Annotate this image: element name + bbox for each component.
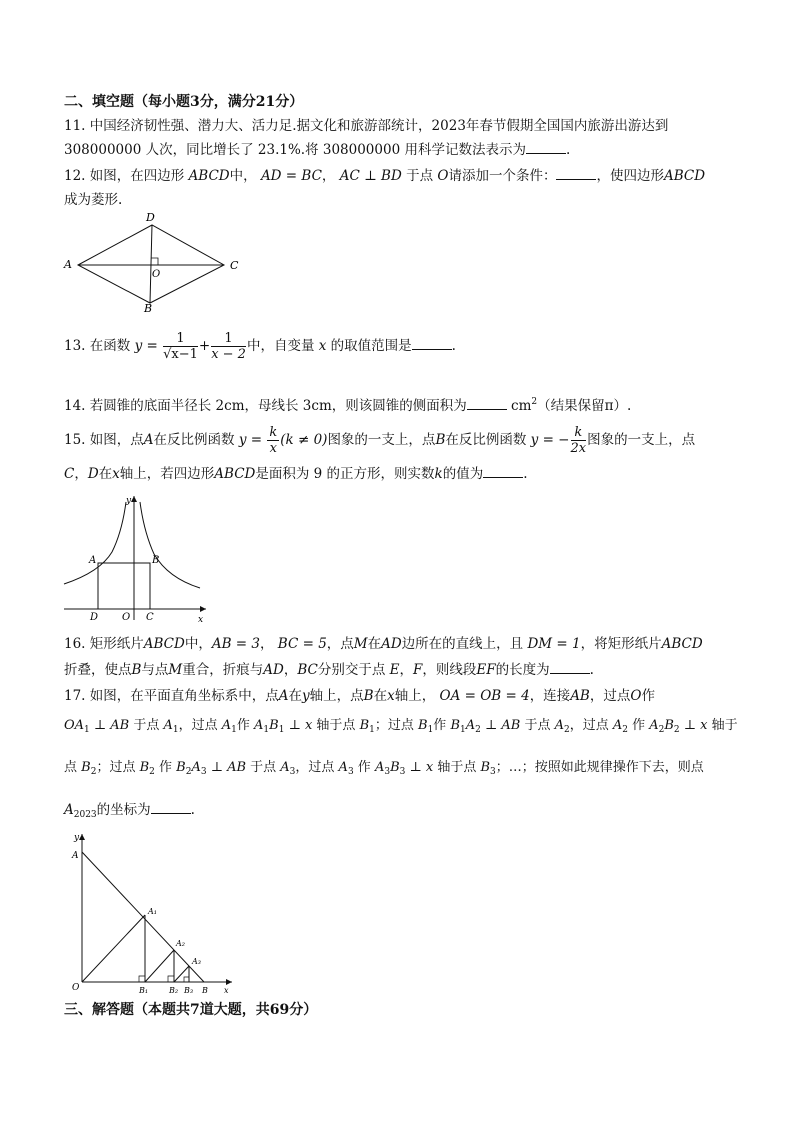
fig17-label-a: A xyxy=(72,851,79,861)
q15-fn2: y = − xyxy=(530,432,570,448)
q17-eq: OA = OB = 4 xyxy=(439,688,530,704)
q15-k: k xyxy=(434,466,443,482)
q12-quad: ABCD xyxy=(188,168,230,184)
q13-num2: 1 xyxy=(211,331,246,347)
fig17-label-a2: A₂ xyxy=(176,939,185,948)
q17-t5: 轴上， xyxy=(394,688,436,704)
q12-rhombus-figure xyxy=(60,210,250,315)
q13-answer-blank xyxy=(412,337,452,350)
fig17-label-x: x xyxy=(224,986,229,995)
right-angle-b3 xyxy=(184,977,189,982)
y-axis-arrow xyxy=(131,496,137,502)
q16-line1: 16. 矩形纸片ABCD中，AB = 3， BC = 5，点M在AD边所在的直线上，且 DM = 1，将矩形纸片ABCD xyxy=(64,636,703,652)
q15-l2e: 的值为 xyxy=(442,466,484,482)
q13-end: . xyxy=(451,338,456,354)
q15-quad: ABCD xyxy=(214,466,256,482)
q13-plus: + xyxy=(198,338,211,354)
right-branch-curve xyxy=(140,502,200,588)
q17-t7: ，过点 xyxy=(589,688,631,704)
q17-line2: $OA_1$ ⊥ AB 于点 $A_1$，过点 $A_1$作 $A_1B_1$ ⊥ x 轴于点 $B_1$；过点 $B_1$作 $B_1A_2$ ⊥ AB 于点 $A_2$，过点 $A_2$ 作 $A_2B_2$ ⊥ x 轴于 xyxy=(64,718,738,735)
q16-answer-blank xyxy=(550,661,590,674)
q16-t4: 在 xyxy=(367,636,382,652)
q16-t8: 与点 xyxy=(141,662,169,678)
q17-t1: 17. 如图，在平面直角坐标系中，点 xyxy=(64,688,279,704)
q12-t6: ，使四边形 xyxy=(596,168,664,184)
q15-frac1 xyxy=(267,425,279,456)
q16-line2: 折叠，使点B与点M重合，折痕与AD，BC分别交于点 E，F，则线段EF的长度为 . xyxy=(64,662,594,678)
diagonal-bd xyxy=(150,225,152,303)
q12-answer-blank xyxy=(556,167,596,180)
q15-l2b: 在 xyxy=(98,466,113,482)
q14-answer-blank xyxy=(467,397,507,410)
q13-var: x xyxy=(318,338,327,354)
q17-line1: 17. 如图，在平面直角坐标系中，点A在y轴上，点B在x轴上， OA = OB = 4，连接AB，过点O作 xyxy=(64,688,655,704)
q16-t12: 的长度为 xyxy=(495,662,550,678)
q15-axis: x xyxy=(112,466,120,482)
q16-ab: AB = 3 xyxy=(211,636,260,652)
q13-num1: 1 xyxy=(163,331,198,347)
q13-frac2 xyxy=(211,331,246,362)
square-abcd xyxy=(98,563,150,609)
q12-t5: 请添加一个条件： xyxy=(448,168,557,184)
section3-title: 三、解答题（本题共7道大题，共69分） xyxy=(64,1002,318,1018)
q15-pt-a: A xyxy=(143,432,154,448)
q17-triangle-figure xyxy=(66,830,236,995)
q12-line2: 成为菱形. xyxy=(64,192,123,208)
q16-t9: 重合，折痕与 xyxy=(182,662,264,678)
q15-l2f: . xyxy=(523,466,528,482)
fig17-label-a3: A₃ xyxy=(192,957,201,966)
q13-t1: 13. 在函数 xyxy=(64,338,131,354)
q12-t4: 于点 xyxy=(406,168,434,184)
q13-line xyxy=(64,326,456,366)
q17-t8: 作 xyxy=(641,688,655,704)
q15-answer-blank xyxy=(483,465,523,478)
q17-answer-blank xyxy=(151,801,191,814)
q15-t2: 在反比例函数 xyxy=(153,432,235,448)
label-b: B xyxy=(144,302,153,315)
q12-t2: 中， xyxy=(229,168,257,184)
fig17-label-b3: B₃ xyxy=(184,986,194,995)
q12-t1: 12. 如图，在四边形 xyxy=(64,168,185,184)
fig15-label-y: y xyxy=(126,496,132,506)
q17-t9: 的坐标为 xyxy=(96,802,151,818)
q16-quad: ABCD xyxy=(143,636,185,652)
q13-den2: x − 2 xyxy=(211,347,246,362)
q15-t3: 图象的一支上，点 xyxy=(327,432,436,448)
x-axis-arrow xyxy=(226,979,232,985)
q15-pt-c: C xyxy=(64,466,75,482)
q16-t5: 边所在的直线上，且 xyxy=(401,636,524,652)
q15-t4: 在反比例函数 xyxy=(445,432,527,448)
label-a: A xyxy=(64,258,72,271)
q16-t11: ，则线段 xyxy=(422,662,477,678)
q13-t2: 中，自变量 xyxy=(246,338,315,354)
right-angle-b1 xyxy=(139,976,145,982)
q15-hyperbola-figure xyxy=(60,492,210,624)
q13-frac1 xyxy=(163,331,198,362)
segment-oa1 xyxy=(82,915,145,982)
q16-t3: ，点 xyxy=(326,636,354,652)
q15-cond: (k ≠ 0) xyxy=(280,432,328,448)
q14-line xyxy=(64,392,631,416)
q14-t2: （结果保留π）. xyxy=(537,398,632,414)
q16-t6: ，将矩形纸片 xyxy=(580,636,662,652)
q17-end: . xyxy=(190,802,195,818)
q16-t2: 中， xyxy=(184,636,212,652)
q16-quad2: ABCD xyxy=(661,636,703,652)
q14-unit: cm xyxy=(511,398,532,414)
q16-t7: 折叠，使点 xyxy=(64,662,132,678)
q12-eq2: AC ⊥ BD xyxy=(339,168,402,184)
segment-b1a2 xyxy=(145,950,174,982)
q15-pt-d: D xyxy=(87,466,99,482)
q17-t3: 轴上，点 xyxy=(309,688,364,704)
q15-line1 xyxy=(64,420,695,460)
q17-line4: $A_{2023}$的坐标为 . xyxy=(64,802,195,820)
q15-t1: 15. 如图，点 xyxy=(64,432,144,448)
q15-num2: k xyxy=(571,425,587,441)
q13-fn: y = xyxy=(134,338,158,354)
q17-t6: ，连接 xyxy=(529,688,571,704)
q13-t3: 的取值范围是 xyxy=(330,338,412,354)
q11-line1: 11. 中国经济韧性强、潜力大、活力足.据文化和旅游部统计，2023年春节假期全国国内旅游出游达到 xyxy=(64,118,669,134)
q11-answer-blank xyxy=(526,141,566,154)
fig17-label-y: y xyxy=(74,833,80,843)
q15-t5: 图象的一支上，点 xyxy=(587,432,696,448)
q17-t2: 在 xyxy=(288,688,303,704)
q12-quad2: ABCD xyxy=(663,168,706,184)
fig17-label-b2: B₂ xyxy=(169,986,179,995)
segment-b2a3 xyxy=(174,966,189,982)
fig15-label-d: D xyxy=(90,612,99,623)
label-d: D xyxy=(146,211,155,224)
fig15-label-c: C xyxy=(146,612,154,623)
fig15-label-x: x xyxy=(198,615,204,624)
q12-pt: O xyxy=(437,168,449,184)
section2-title: 二、填空题（每小题3分，满分21分） xyxy=(64,94,304,110)
q15-l2d: 是面积为 9 的正方形，则实数 xyxy=(255,466,435,482)
q14-t1: 14. 若圆锥的底面半径长 2cm，母线长 3cm，则该圆锥的侧面积为 xyxy=(64,398,467,414)
fig17-label-b1: B₁ xyxy=(139,986,149,995)
fig15-label-b: B xyxy=(152,555,160,566)
q17-line3: 点 $B_2$；过点 $B_2$ 作 $B_2A_3$ ⊥ AB 于点 $A_3$，过点 $A_3$ 作 $A_3B_3$ ⊥ x 轴于点 $B_3$；…；按照如此规律操作下去，则点 xyxy=(64,760,704,777)
q15-l2a: ， xyxy=(74,466,88,482)
q14-exp: 2 xyxy=(531,397,538,407)
right-angle-b2 xyxy=(168,976,174,982)
x-axis-arrow xyxy=(200,606,206,612)
label-c: C xyxy=(230,259,239,272)
q13-den1: √x−1 xyxy=(163,347,198,362)
q12-eq1: AD = BC xyxy=(260,168,322,184)
left-branch-curve xyxy=(64,502,126,584)
q15-num1: k xyxy=(269,425,278,440)
fig17-label-b: B xyxy=(202,986,208,995)
q16-end: . xyxy=(589,662,594,678)
fig17-label-o: O xyxy=(72,983,80,993)
q16-bc: BC = 5 xyxy=(277,636,327,652)
fig15-label-a: A xyxy=(89,555,97,566)
right-angle-mark xyxy=(151,258,158,265)
q16-t1: 16. 矩形纸片 xyxy=(64,636,144,652)
q15-frac2 xyxy=(571,425,587,456)
q16-t10: 分别交于点 xyxy=(317,662,386,678)
q15-den1: x xyxy=(269,441,277,456)
q15-pt-b: B xyxy=(435,432,446,448)
fig15-label-o: O xyxy=(122,612,131,623)
q16-dm: DM = 1 xyxy=(527,636,581,652)
q15-fn1: y = xyxy=(238,432,263,448)
q12-line1 xyxy=(64,166,705,186)
q15-line2 xyxy=(64,464,528,484)
q17-t4: 在 xyxy=(373,688,388,704)
q11-text: 308000000 人次，同比增长了 23.1%.将 308000000 用科学记数法表示为 xyxy=(64,142,526,158)
q15-l2c: 轴上，若四边形 xyxy=(119,466,215,482)
q11-end: . xyxy=(565,142,571,158)
label-o: O xyxy=(152,269,161,280)
q15-den2: 2x xyxy=(570,441,587,456)
fig17-label-a1: A₁ xyxy=(148,907,157,916)
q11-line2 xyxy=(64,140,570,160)
y-axis-arrow xyxy=(79,834,85,840)
q12-t3: ， xyxy=(321,168,336,184)
